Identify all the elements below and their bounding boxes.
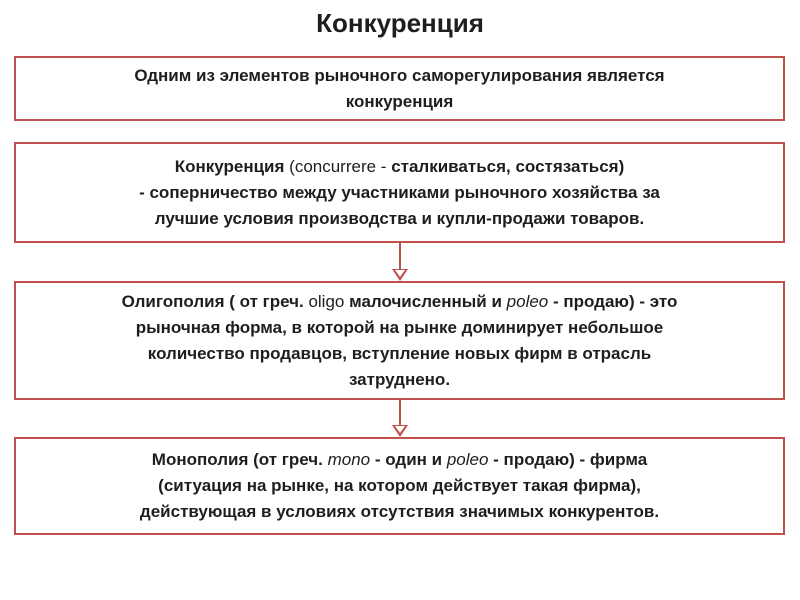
definition-box-monopoly [14,437,785,535]
definition-box-self-regulation [14,56,785,121]
box1-line2: конкуренция [345,91,454,111]
box3-line1 [28,289,771,315]
down-arrow-icon [392,243,408,281]
competition-etymology-meaning: сталкиваться, состязаться) [391,156,625,176]
oligopoly-word-oligo: oligo [308,291,345,311]
monopoly-word-mono: mono [327,450,371,469]
oligopoly-word-poleo: poleo [506,291,549,311]
page-title: Конкуренция [316,8,484,38]
box4-line3: действующая в условиях отсутствия значимых конкурентов. [139,502,660,521]
oligopoly-text-c: малочисленный и [344,291,507,311]
box3-line2: рыночная форма, в которой на рынке доминирует небольшое [135,317,664,337]
monopoly-word-poleo: poleo [446,450,489,469]
oligopoly-text-a: Олигополия ( от греч. [121,291,309,311]
box3-line3: количество продавцов, вступление новых фирм в отрасль [147,343,652,363]
competition-etymology: (concurrere - [289,156,392,176]
monopoly-text-c: - один и [370,450,447,469]
definition-box-competition [14,142,785,243]
box4-line2: (ситуация на рынке, на котором действует такая фирма), [158,476,641,495]
box3-line4: затруднено. [348,369,451,389]
monopoly-text-e: - продаю) - фирма [488,450,648,469]
box1-line1: Одним из элементов рыночного саморегулирования является [134,65,665,85]
box4-line1 [28,447,771,473]
definition-box-oligopoly [14,281,785,400]
box2-line1 [28,154,771,180]
down-arrow-icon [392,400,408,437]
oligopoly-text-e: - продаю) - это [548,291,678,311]
monopoly-text-a: Монополия (от греч. [151,450,328,469]
box2-line3: лучшие условия производства и купли-продажи товаров. [154,208,645,228]
box2-line2: - соперничество между участниками рыночного хозяйства за [139,182,660,202]
competition-term: Конкуренция [174,156,290,176]
